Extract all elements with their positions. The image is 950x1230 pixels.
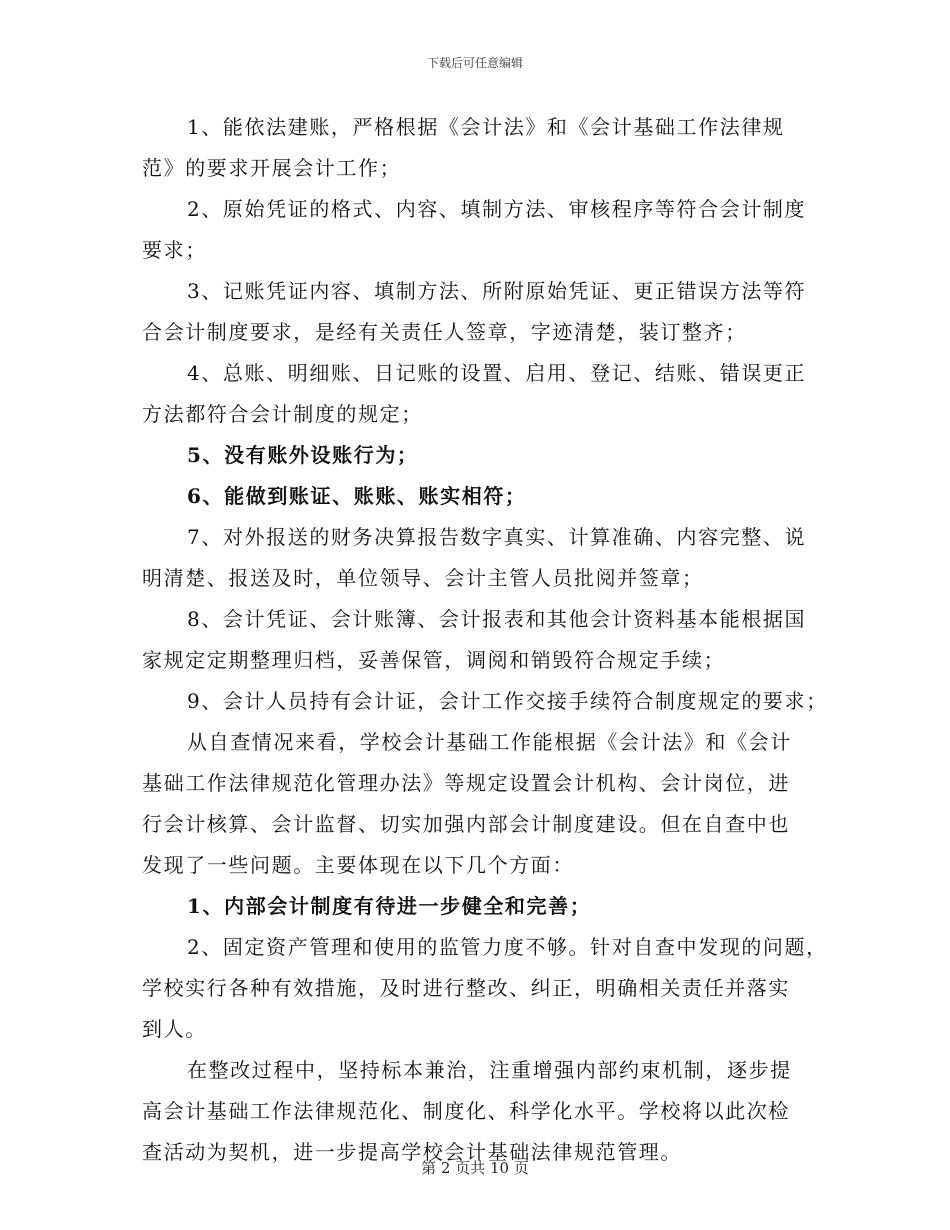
paragraph	[142, 476, 822, 517]
text-line: 7、对外报送的财务决算报告数字真实、计算准确、内容完整、说	[187, 525, 807, 549]
text-line: 在整改过程中，坚持标本兼治，注重增强内部约束机制，逐步提	[187, 1058, 792, 1082]
text-line: 到人。	[142, 1017, 207, 1041]
text-line: 2、原始凭证的格式、内容、填制方法、审核程序等符合会计制度	[187, 197, 807, 221]
text-line: 8、会计凭证、会计账簿、会计报表和其他会计资料基本能根据国	[187, 607, 807, 631]
text-line: 明清楚、报送及时，单位领导、会计主管人员批阅并签章；	[142, 566, 704, 590]
paragraph	[142, 435, 822, 476]
paragraph	[142, 353, 822, 435]
page-header: 下载后可任意编辑	[426, 56, 523, 70]
paragraph	[142, 722, 822, 886]
paragraph	[142, 271, 822, 353]
paragraph	[142, 681, 828, 722]
text-line: 4、总账、明细账、日记账的设置、启用、登记、结账、错误更正	[187, 361, 807, 385]
text-line: 行会计核算、会计监督、切实加强内部会计制度建设。但在自查中也	[142, 812, 790, 836]
text-line: 2、固定资产管理和使用的监管力度不够。针对自查中发现的问题，	[187, 935, 828, 959]
text-line: 5、没有账外设账行为；	[187, 443, 419, 467]
text-line: 1、能依法建账，严格根据《会计法》和《会计基础工作法律规	[187, 115, 785, 139]
text-line: 从自查情况来看，学校会计基础工作能根据《会计法》和《会计	[187, 730, 792, 754]
page-footer: 第 2 页共 10 页	[421, 1159, 529, 1177]
text-line: 家规定定期整理归档，妥善保管，调阅和销毁符合规定手续；	[142, 648, 726, 672]
text-line: 1、内部会计制度有待进一步健全和完善；	[187, 894, 592, 918]
paragraph	[142, 927, 828, 1050]
text-line: 方法都符合会计制度的规定；	[142, 402, 423, 426]
paragraph	[142, 517, 822, 599]
text-line: 范》的要求开展会计工作；	[142, 156, 402, 180]
text-line: 基础工作法律规范化管理办法》等规定设置会计机构、会计岗位，进	[142, 771, 790, 795]
text-line: 发现了一些问题。主要体现在以下几个方面：	[142, 853, 574, 877]
paragraph	[142, 599, 822, 681]
text-line: 学校实行各种有效措施，及时进行整改、纠正，明确相关责任并落实	[142, 976, 790, 1000]
text-line: 9、会计人员持有会计证，会计工作交接手续符合制度规定的要求；	[187, 689, 828, 713]
text-line: 3、记账凭证内容、填制方法、所附原始凭证、更正错误方法等符	[187, 279, 807, 303]
paragraph	[142, 189, 822, 271]
text-line: 查活动为契机，进一步提高学校会计基础法律规范管理。	[142, 1140, 682, 1164]
document-body	[142, 107, 828, 1173]
text-line: 6、能做到账证、账账、账实相符；	[187, 484, 527, 508]
text-line: 要求；	[142, 238, 207, 262]
paragraph	[142, 886, 822, 927]
paragraph	[142, 1050, 822, 1173]
text-line: 高会计基础工作法律规范化、制度化、科学化水平。学校将以此次检	[142, 1099, 790, 1123]
paragraph	[142, 107, 822, 189]
text-line: 合会计制度要求，是经有关责任人签章，字迹清楚，装订整齐；	[142, 320, 747, 344]
